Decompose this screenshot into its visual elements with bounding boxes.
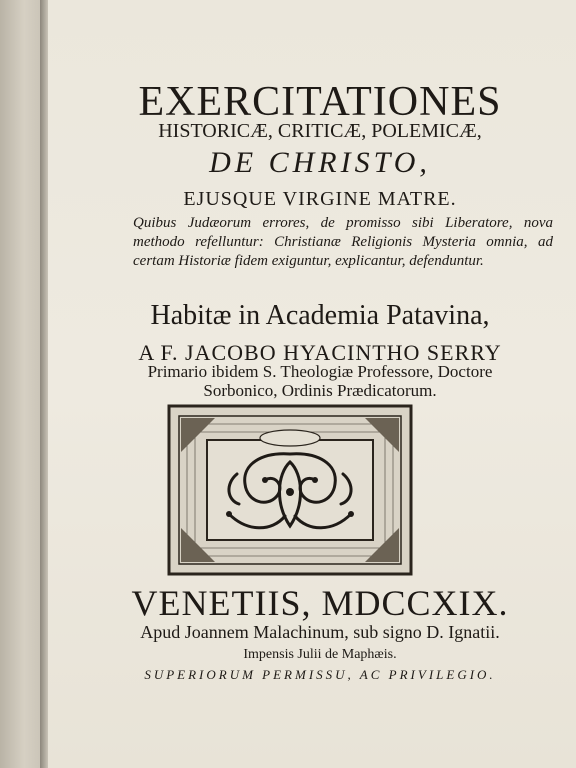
author-name: A F. JACOBO HYACINTHO SERRY bbox=[138, 340, 502, 365]
description-paragraph: Quibus Judæorum errores, de promisso sibi Liberatore, nova methodo refelluntur: Christianæ Religionis Mysteria omnia, ad certam Historiæ fidem exiguntur, explicantur, defenduntur. bbox=[133, 215, 553, 269]
imprint-impensis: Impensis Julii de Maphæis. bbox=[243, 647, 397, 662]
title-main: EXERCITATIONES bbox=[138, 79, 502, 125]
title-subtitle: HISTORICÆ, CRITICÆ, POLEMICÆ, bbox=[158, 120, 482, 142]
habitae-line: Habitæ in Academia Patavina, bbox=[150, 300, 490, 331]
author-role-line-2: Sorbonico, Ordinis Prædicatorum. bbox=[203, 381, 437, 400]
imprint-publisher: Apud Joannem Malachinum, sub signo D. Ignatii. bbox=[140, 622, 500, 642]
title-virgin: EJUSQUE VIRGINE MATRE. bbox=[183, 188, 457, 210]
imprint-privilege: SUPERIORUM PERMISSU, AC PRIVILEGIO. bbox=[144, 667, 496, 682]
author-role-line-1: Primario ibidem S. Theologiæ Professore, Doctore bbox=[147, 362, 493, 381]
title-page bbox=[48, 0, 576, 768]
title-de-christo: DE CHRISTO, bbox=[209, 146, 431, 179]
imprint-city-year: VENETIIS, MDCCXIX. bbox=[131, 583, 509, 623]
facing-page-edge bbox=[0, 0, 44, 768]
ornamental-vignette-icon bbox=[167, 404, 413, 576]
